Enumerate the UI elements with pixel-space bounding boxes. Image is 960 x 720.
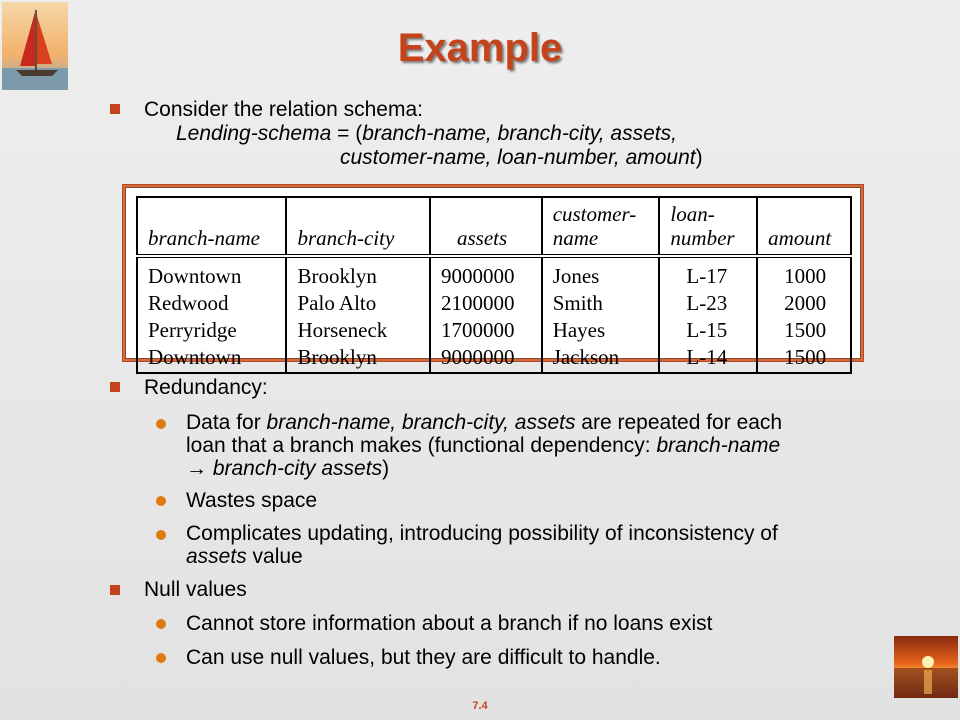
- relation-table: [136, 196, 852, 374]
- schema-line-1: [176, 122, 677, 146]
- schema-attrs-1: branch-name, branch-city, assets,: [362, 122, 677, 145]
- redundancy-bullet-3-line-1: Complicates updating, introducing possibility of inconsistency of: [186, 522, 778, 545]
- table-cell: Downtown: [137, 344, 286, 373]
- round-bullet-icon: [156, 530, 166, 540]
- square-bullet-icon: [110, 104, 120, 114]
- column-header: loan- number: [659, 197, 757, 256]
- table-cell: Redwood: [137, 290, 286, 317]
- table-row: [137, 256, 851, 290]
- column-header: branch-city: [286, 197, 430, 256]
- slide-title: Example: [397, 26, 563, 70]
- table-cell: 1500: [757, 344, 851, 373]
- square-bullet-icon: [110, 585, 120, 595]
- table-row: [137, 290, 851, 317]
- table-cell: 2000: [757, 290, 851, 317]
- redundancy-bullet-3-line-2: assets value: [186, 545, 303, 568]
- null-values-heading: Null values: [144, 578, 247, 601]
- table-cell: Hayes: [542, 317, 660, 344]
- round-bullet-icon: [156, 653, 166, 663]
- table-cell: 2100000: [430, 290, 542, 317]
- table-header-row: [137, 197, 851, 256]
- schema-line-2: [340, 146, 703, 170]
- table-row: [137, 317, 851, 344]
- table-cell: Brooklyn: [286, 344, 430, 373]
- table-cell: 9000000: [430, 256, 542, 290]
- table-cell: 9000000: [430, 344, 542, 373]
- column-header: customer- name: [542, 197, 660, 256]
- table-cell: L-23: [659, 290, 757, 317]
- table-cell: L-15: [659, 317, 757, 344]
- table-row: [137, 344, 851, 373]
- schema-close: ): [695, 146, 703, 169]
- round-bullet-icon: [156, 496, 166, 506]
- redundancy-bullet-2: Wastes space: [186, 489, 318, 512]
- sunset-image: [894, 636, 958, 698]
- relation-table-panel: [126, 188, 860, 369]
- intro-text: Consider the relation schema:: [144, 98, 423, 121]
- column-header: assets: [430, 197, 542, 256]
- redundancy-heading: Redundancy:: [144, 376, 268, 399]
- table-cell: Perryridge: [137, 317, 286, 344]
- square-bullet-icon: [110, 382, 120, 392]
- null-values-bullet-2: Can use null values, but they are difficult to handle.: [186, 646, 661, 669]
- round-bullet-icon: [156, 619, 166, 629]
- redundancy-bullet-1-line-3: → branch-city assets): [186, 457, 390, 480]
- table-cell: 1700000: [430, 317, 542, 344]
- table-cell: Jackson: [542, 344, 660, 373]
- table-cell: Palo Alto: [286, 290, 430, 317]
- table-cell: L-17: [659, 256, 757, 290]
- table-cell: L-14: [659, 344, 757, 373]
- redundancy-bullet-1-line-2: loan that a branch makes (functional dependency: branch-name: [186, 434, 781, 457]
- round-bullet-icon: [156, 419, 166, 429]
- schema-attrs-2: customer-name, loan-number, amount: [340, 146, 696, 169]
- table-cell: 1000: [757, 256, 851, 290]
- column-header: branch-name: [137, 197, 286, 256]
- column-header: amount: [757, 197, 851, 256]
- table-cell: Jones: [542, 256, 660, 290]
- table-cell: Smith: [542, 290, 660, 317]
- arrow-icon: →: [186, 457, 207, 480]
- relation-table-frame: [122, 184, 864, 369]
- table-cell: 1500: [757, 317, 851, 344]
- null-values-bullet-1: Cannot store information about a branch if no loans exist: [186, 612, 713, 635]
- table-cell: Horseneck: [286, 317, 430, 344]
- page-number: 7.4: [472, 700, 488, 712]
- redundancy-bullet-1-line-1: Data for branch-name, branch-city, assets are repeated for each: [186, 411, 783, 434]
- schema-equals: = (: [331, 122, 363, 145]
- table-cell: Brooklyn: [286, 256, 430, 290]
- schema-name: Lending-schema: [176, 122, 332, 145]
- table-cell: Downtown: [137, 256, 286, 290]
